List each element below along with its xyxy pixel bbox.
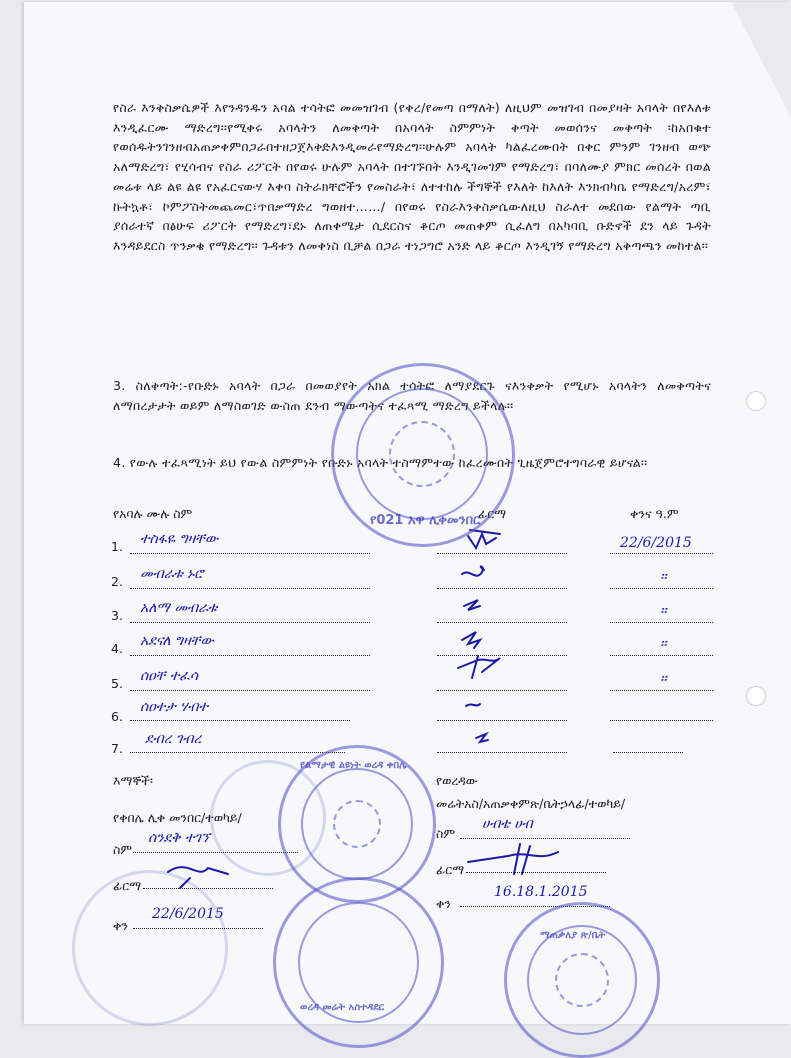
woreda-title: የወረዳው bbox=[436, 773, 478, 788]
witness-sign-label: ፊርማ bbox=[113, 878, 142, 893]
office-sign-line bbox=[466, 872, 606, 873]
woreda-seal-text: ወረዳ መሬት አስተዳደር bbox=[300, 1002, 385, 1013]
member-name-handwritten: ሰዐተታ ሃብተ bbox=[140, 699, 208, 715]
land-office-seal-text: ማጠቃለያ ጽ/ቤት bbox=[540, 930, 606, 941]
witness-date-label: ቀን bbox=[113, 918, 128, 933]
paragraph-duties: የስራ እንቅስቃሴዎች እየንዳንዱን አባል ተሳትፎ መመዝገብ (የቀረ/የመጣ በማለት) ለዚህም መዝገብ በመያዛት አባላት በየእለቱ እንዲፈርሙ ማድረግ፡፡የሚቀሩ አባላትን ለመቅጣት በአባላት ስምምነት ቅጣት መወሰንና መቅጣት ፡ከአበቁተ የወሰዱትንገንዘብአጠቃቀምበጋራበተዘጋጀእቅድእንዲመራየማድረግ፡፡ሁሉም አባላት ካልፈረሙበት በቀር ምንም ገንዘብ ወጭ አለማድረግ፣ የሂሳብና የስራ ሪፖርት በየወሩ ሁሉም አባላት በተገኙበት እንዲገመገም የማድረግ፣ በባለሙያ ምክር መሰረት በወል መሬቱ ላይ ልዩ ልዩ የአፈርናውሃ እቀባ ስትራክቸሮችን የመስራት፣ ለተተከሉ ችግኞች የእለት ከእለት እንክብካቤ የማድረግ/አረም፣ ኩትኳቶ፣ ኮምፖስትመጨመር፣ጥበቃማድረ ግወዘተ……/ በየወሩ የስራእንቅስቃሴውለዚህ ስራለተ መደበው የልማት ጣቢ ያሰራተኛ በፅሁፍ ሪፖርት የማድረግ፣ደኑ ለጠቀሜታ ሲደርስና ቆርጦ መጠቀም ሲፈለግ በአካባቢ ቡድኖች ደን ላይ ጉዳት እንዳይደርስ ጥንቃቄ የማድረግ፡፡ ጉዳቱን ለመቀነስ ቢቻል በጋራ ተነጋግሮ አንድ ላይ ቆርጦ እንዲገኝ የማድረግ አቅጣጫን መከተል፡፡ bbox=[113, 100, 711, 253]
member-name-handwritten: ተስፋዬ ግዛቸው bbox=[140, 531, 219, 547]
column-header-date: ቀንና ዓ.ም bbox=[630, 506, 679, 521]
row-number: 7. bbox=[111, 741, 123, 756]
office-name-handwritten: ሀብቴ ሀብ bbox=[482, 816, 533, 832]
witness-sign-line bbox=[143, 888, 273, 889]
land-office-seal bbox=[504, 902, 660, 1058]
paragraph-penalty: 3. ስለቅጣት:-የቡድኑ አባላት በጋራ በመወያየት አክል ተሳትፎ ለማያደርጉ ናእንቅቃት የሚሆኑ አባላትን ለመቅጣትና ለማበረታታት ወይም ለማስወገድ ውስጠ ደንብ ማውጣትና ተፈጻሚ ማድረግ ይችላሉ፡፡ bbox=[113, 378, 711, 413]
witness-name-label: ስም bbox=[113, 842, 133, 857]
office-name-label: ስም bbox=[436, 826, 456, 841]
row-number: 6. bbox=[111, 709, 123, 724]
member-date-handwritten: ፡፡ bbox=[660, 603, 667, 619]
member-date-handwritten: ፡፡ bbox=[660, 671, 667, 687]
signature-scribble bbox=[468, 844, 558, 874]
column-header-signature: ፊርማ bbox=[478, 506, 507, 521]
witnesses-title: እማኞች፡ bbox=[113, 773, 153, 788]
row-number: 1. bbox=[111, 539, 123, 554]
row-number: 5. bbox=[111, 676, 123, 691]
witness-date-handwritten: 22/6/2015 bbox=[152, 906, 224, 922]
office-date-handwritten: 16.18.1.2015 bbox=[494, 884, 588, 900]
office-sign-label: ፊርማ bbox=[436, 862, 465, 877]
member-name-handwritten: ደብረ ገብረ bbox=[145, 731, 202, 747]
land-office-label: መሬትአስ/አጠቃቀምጽ/ቤትኃላፊ/ተወካይ/ bbox=[436, 796, 626, 811]
row-number: 3. bbox=[111, 608, 123, 623]
office-name-line bbox=[460, 838, 630, 839]
row-number: 4. bbox=[111, 641, 123, 656]
paragraph-effective: 4. የውሉ ተፈጻሚነት ይህ የውል ስምምነት የቡድኑ አባላት ተስማምተው ከፈረሙበት ጊዜጀምሮተግባራዊ ይሆናል፡፡ bbox=[113, 455, 648, 470]
row-number: 2. bbox=[111, 574, 123, 589]
signature-scribble bbox=[458, 656, 500, 678]
witness-date-line bbox=[133, 928, 263, 929]
office-date-label: ቀን bbox=[436, 896, 451, 911]
column-header-name: የአባሉ ሙሉ ስም bbox=[113, 506, 193, 521]
member-date-handwritten: ፡፡ bbox=[660, 636, 667, 652]
witness-name-handwritten: ሰንደቅ ተገኘ bbox=[148, 830, 211, 846]
member-name-handwritten: መብራቱ ኑሮ bbox=[140, 566, 204, 582]
signature-scribble bbox=[468, 530, 500, 548]
witness-name-line bbox=[133, 852, 298, 853]
member-name-handwritten: አለማ መብራቱ bbox=[140, 600, 218, 616]
kebele-seal-text: የልማታዊ ልዩነት ወረዳ ቀበሌ bbox=[300, 760, 407, 771]
signature-scribble bbox=[476, 734, 488, 742]
member-name-handwritten: አደናለ ግዛቸው bbox=[140, 633, 214, 649]
signature-scribble bbox=[466, 704, 480, 706]
seal-top-text: የ021 አዋ ሊቀመንበር bbox=[370, 513, 481, 528]
signature-scribble bbox=[168, 867, 228, 888]
signature-scribble bbox=[462, 566, 484, 575]
woreda-seal bbox=[273, 877, 444, 1048]
member-date-handwritten: ፡፡ bbox=[660, 569, 667, 585]
member-name-handwritten: ሰዐቸ ተፈሳ bbox=[140, 668, 199, 684]
signature-scribble bbox=[462, 632, 480, 648]
member-date-handwritten: 22/6/2015 bbox=[620, 535, 692, 551]
signature-scribble bbox=[464, 600, 480, 610]
kebele-chair-label: የቀበሌ ሊቀ መንበር/ተወካይ/ bbox=[113, 810, 242, 825]
